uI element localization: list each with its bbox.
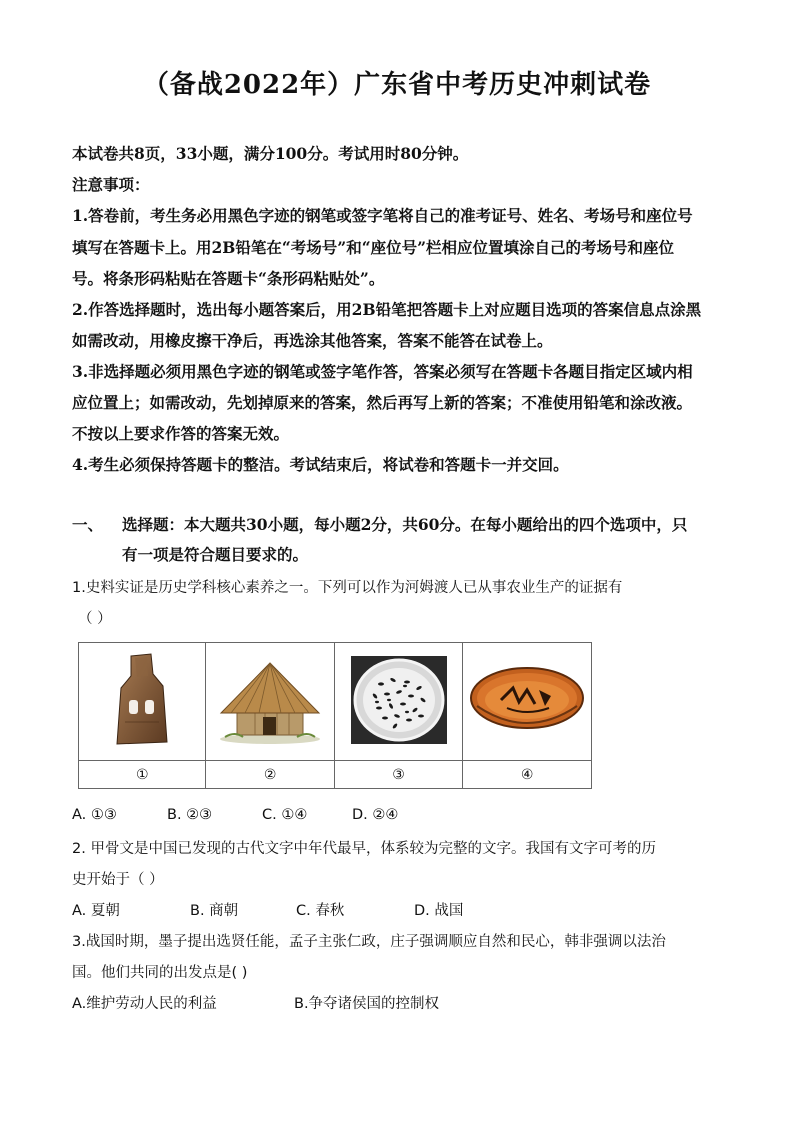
option-d: D. ②④: [352, 807, 399, 823]
image-cell-2: [206, 643, 335, 761]
thatched-hut-icon: [215, 655, 325, 745]
option-a: A. 夏朝: [72, 903, 120, 919]
notice-line: 2.作答选择题时，选出每小题答案后，用2B铅笔把答题卡上对应题目选项的答案信息点涂黑: [72, 300, 702, 319]
notice-heading: 注意事项：: [72, 175, 150, 194]
option-d: D. 战国: [414, 903, 464, 919]
option-b: B. 商朝: [190, 903, 239, 919]
section-heading-text: 选择题：本大题共30小题，每小题2分，共60分。在每小题给出的四个选项中，只: [122, 515, 688, 534]
image-cell-3: [334, 643, 462, 761]
section-number: 一、: [72, 515, 104, 534]
option-b: B. ②③: [167, 807, 213, 823]
image-label-4: ④: [463, 761, 592, 789]
notice-line: 号。将条形码粘贴在答题卡“条形码粘贴处”。: [72, 269, 385, 288]
notice-line: 填写在答题卡上。用2B铅笔在“考场号”和“座位号”栏相应位置填涂自己的考场号和座位: [72, 238, 675, 257]
image-label-3: ③: [334, 761, 462, 789]
painted-pottery-bowl-icon: [467, 660, 587, 740]
question-3-stem-cont: 国。他们共同的出发点是( ): [72, 965, 248, 981]
image-label-1: ①: [79, 761, 206, 789]
notice-line: 应位置上；如需改动，先划掉原来的答案，然后再写上新的答案；不准使用铅笔和涂改液。: [72, 393, 693, 412]
section-heading: [72, 513, 687, 535]
question-3-stem: 3.战国时期，墨子提出选贤任能，孟子主张仁政，庄子强调顺应自然和民心，韩非强调以法治: [72, 934, 666, 950]
notice-line: 不按以上要求作答的答案无效。: [72, 424, 290, 443]
notice-line: 4.考生必须保持答题卡的整洁。考试结束后，将试卷和答题卡一并交回。: [72, 455, 569, 474]
notice-line: 如需改动，用橡皮擦干净后，再选涂其他答案，答案不能答在试卷上。: [72, 331, 553, 350]
question-1-stem-cont: （ ）: [78, 611, 112, 627]
section-heading-cont: 有一项是符合题目要求的。: [122, 545, 309, 564]
question-2-stem: 2. 甲骨文是中国已发现的古代文字中年代最早，体系较为完整的文字。我国有文字可考的历: [72, 841, 656, 857]
page-title: （备战2022年）广东省中考历史冲刺试卷: [142, 70, 652, 100]
question-3-options: [72, 992, 439, 1013]
image-cell-4: [463, 643, 592, 761]
question-1-options: [72, 807, 398, 823]
question-1-stem: 1.史料实证是历史学科核心素养之一。下列可以作为河姆渡人已从事农业生产的证据有: [72, 580, 623, 596]
option-c: C. 春秋: [296, 903, 345, 919]
notice-line: 3.非选择题必须用黑色字迹的钢笔或签字笔作答，答案必须写在答题卡各题目指定区域内相: [72, 362, 693, 381]
option-a: A. ①③: [72, 807, 117, 823]
question-1-image-table: [78, 642, 592, 789]
image-label-2: ②: [206, 761, 335, 789]
option-c: C. ①④: [262, 807, 308, 823]
question-2-stem-cont: 史开始于（ ）: [72, 872, 164, 888]
image-cell-1: [79, 643, 206, 761]
bone-spade-icon: [107, 650, 177, 750]
option-b: B.争夺诸侯国的控制权: [294, 996, 440, 1012]
option-a: A.维护劳动人民的利益: [72, 996, 217, 1012]
question-2-options: [72, 899, 463, 920]
notice-line: 1.答卷前，考生务必用黑色字迹的钢笔或签字笔将自己的准考证号、姓名、考场号和座位号: [72, 206, 693, 225]
carbonized-rice-icon: [349, 654, 449, 746]
intro-text: 本试卷共8页，33小题，满分100分。考试用时80分钟。: [72, 144, 469, 163]
